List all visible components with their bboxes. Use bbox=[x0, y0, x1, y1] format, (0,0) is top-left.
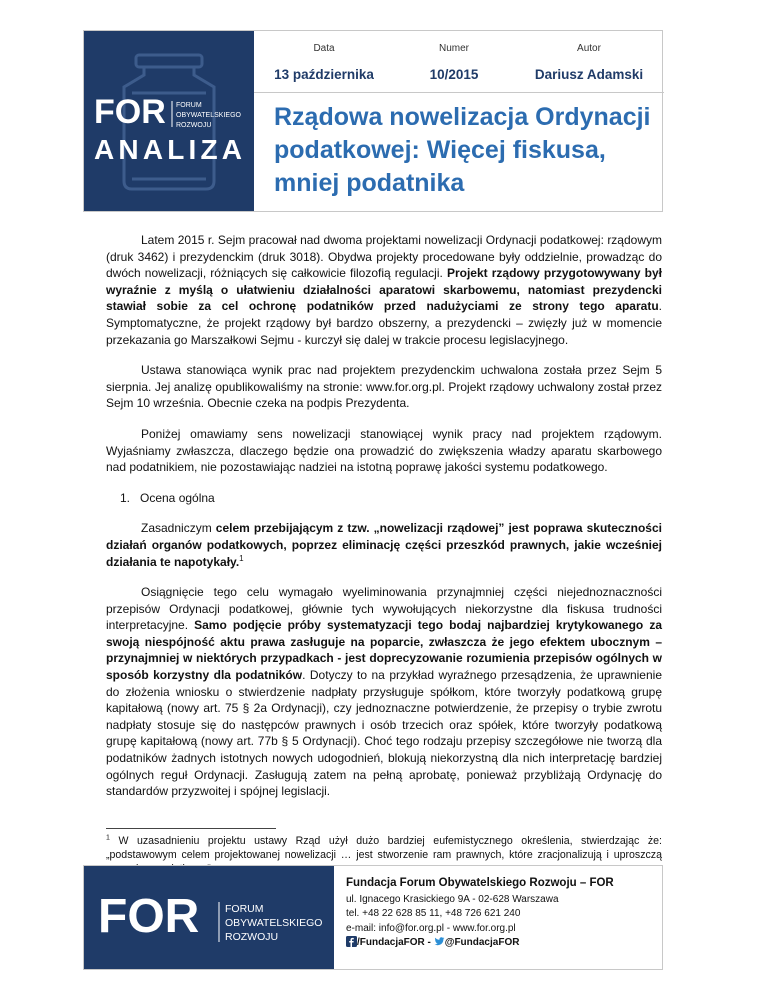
p4-text-bold: celem przebijającym z tzw. „nowelizacji rządowej” jest poprawa skuteczności działań organów podatkowych, poprzez eliminację części przeszkód prawnych, jakie wcześniej działania te napotykały. bbox=[106, 521, 662, 569]
twitter-icon[interactable] bbox=[434, 936, 445, 947]
p1-text-a: Latem 2015 r. Sejm pracował nad dwoma projektami nowelizacji Ordynacji podatkowej: rządowym (druk 3462) i prezydenckim (druk 3018). Obydwa projekty procedowane były oddzielnie, prowadząc do dwóch nowelizacji, różniących się całkowicie filozofią regulacji. bbox=[106, 233, 662, 281]
footnote-text: W uzasadnieniu projektu ustawy Rząd użył dużo bardziej eufemistycznego określenia, stwierdzając że: „podstawowym celem projektowanej nowelizacji … jest stworzenie ram prawnych, które zracjonalizują i uproszczą bbox=[106, 835, 662, 861]
footer-email-web[interactable]: e-mail: info@for.org.pl - www.for.org.pl bbox=[346, 922, 516, 934]
footnote-separator bbox=[106, 828, 276, 829]
section-title: Ocena ogólna bbox=[140, 490, 215, 505]
p5-text-bold: Samo podjęcie próby systematyzacji tego bodaj najbardziej krytykowanego za swoją niespójność aktu prawa zasługuje na poparcie, zwłaszcza że jego efektem ubocznym – przynajmniej w niektórych przypadkach - jest doprecyzowanie rozumienia przepisów ogólnych w sposób korzystny dla podatników bbox=[106, 618, 662, 683]
footer-phone: tel. +48 22 628 85 11, +48 726 621 240 bbox=[346, 908, 521, 919]
footnote-number: 1 bbox=[106, 834, 110, 842]
footer-contact bbox=[346, 876, 614, 951]
section-number: 1. bbox=[120, 490, 131, 505]
footer-logo-org-2: OBYWATELSKIEGO bbox=[225, 917, 323, 929]
p1-text-c: . Symptomatyczne, że projekt rządowy był bardzo obszerny, a prezydencki – zwięzły już w momencie przekazania go Marszałkowi Sejmu - kurczył się dalej w trakcie procesu legislacyjnego. bbox=[106, 299, 662, 347]
footer-logo-org-1: FORUM bbox=[225, 903, 264, 915]
p5-text-c: . Dotyczy to na przykład wyraźnego przesądzenia, że uprawnienie do złożenia wniosku o stwierdzenie nadpłaty przysługuje spółkom, które tworzyły podatkową grupę kapitałową (nowy art. 75 § 2a Ordynacji), czy jednoznaczne potwierdzenie, że przepisy o trybie zwrotu nadpłaty stosuje się do następców prawnych i osób trzecich oraz spółek, które tworzyły podatkową grupę kapitałową (nowy art. 77b § 5 Ordynacji). Choć tego rodzaju przepisy szczegółowe nie tworzą dla podatników żadnych istotnych nowych udogodnień, blokują niekorzystną dla nich interpretację bardziej ogólnych reguł Ordynacji. Zasługują zatem na pełną aprobatę, ponieważ przybliżają Ordynację do standardów przyzwoitej i spójnej legislacji. bbox=[106, 668, 662, 799]
logo-org-line-3: ROZWOJU bbox=[176, 122, 212, 129]
meta-value-author: Dariusz Adamski bbox=[534, 67, 644, 82]
footnote-ref[interactable]: 1 bbox=[239, 553, 244, 563]
paragraph-5 bbox=[106, 584, 662, 800]
logo-org-line-1: FORUM bbox=[176, 102, 202, 109]
logo-for-text: FOR bbox=[94, 93, 166, 131]
footer-for-logo bbox=[84, 866, 334, 969]
document-header bbox=[83, 30, 663, 212]
footer-logo-for-text: FOR bbox=[98, 890, 200, 943]
paragraph-1 bbox=[106, 232, 662, 348]
facebook-handle[interactable]: /FundacjaFOR - bbox=[357, 937, 431, 948]
section-heading bbox=[120, 490, 662, 507]
footer-org-name: Fundacja Forum Obywatelskiego Rozwoju – FOR bbox=[346, 877, 614, 889]
meta-value-number: 10/2015 bbox=[429, 67, 479, 82]
meta-label-date: Data bbox=[313, 43, 335, 54]
footer-logo-org-3: ROZWOJU bbox=[225, 931, 279, 943]
p4-text-a: Zasadniczym bbox=[141, 521, 216, 536]
paragraph-3: Poniżej omawiamy sens nowelizacji stanowiącej wynik pracy nad projektem rządowym. Wyjaśniamy zwłaszcza, dlaczego będzie ona prowadzić do zwiększenia władzy aparatu skarbowego nad podatnikiem, nie pozostawiając nadziei na istotną poprawę jakości systemu podatkowego. bbox=[106, 426, 662, 475]
p1-text-bold: Projekt rządowy przygotowywany był wyraźnie z myślą o ułatwieniu działalności aparatowi skarbowemu, natomiast prezydencki stawiał sobie za cel ochronę podatników przed nadużyciami ze strony tego aparatu bbox=[106, 266, 662, 314]
footer-address: ul. Ignacego Krasickiego 9A - 02-628 Warszawa bbox=[346, 893, 559, 905]
logo-org-line-2: OBYWATELSKIEGO bbox=[176, 112, 241, 119]
document-footer bbox=[83, 865, 663, 970]
p5-text-a: Osiągnięcie tego celu wymagało wyeliminowania przynajmniej części niejednoznaczności przepisów Ordynacji podatkowej, głównie tych wywołujących niekorzystne dla fiskusa trudności interpretacyjne. bbox=[106, 585, 662, 633]
logo-analiza-text: ANALIZA bbox=[94, 134, 242, 165]
twitter-handle[interactable]: @FundacjaFOR bbox=[444, 937, 520, 948]
document-body bbox=[106, 232, 662, 814]
for-analiza-logo bbox=[84, 31, 254, 211]
meta-label-number: Numer bbox=[438, 43, 469, 54]
facebook-icon[interactable] bbox=[346, 936, 357, 947]
meta-label-author: Autor bbox=[577, 43, 601, 54]
meta-table bbox=[254, 31, 664, 93]
meta-value-date: 13 października bbox=[274, 67, 374, 82]
document-title: Rządowa nowelizacja Ordynacji podatkowej: Więcej fiskusa, mniej podatnika bbox=[274, 103, 651, 197]
paragraph-2: Ustawa stanowiąca wynik prac nad projektem prezydenckim uchwalona została przez Sejm 5 sierpnia. Jej analizę opublikowaliśmy na stronie: www.for.org.pl. Projekt rządowy uchwalony został przez Sejm 10 września. Obecnie czeka na podpis Prezydenta. bbox=[106, 363, 662, 411]
footer-social bbox=[346, 936, 614, 951]
paragraph-4 bbox=[106, 520, 662, 570]
